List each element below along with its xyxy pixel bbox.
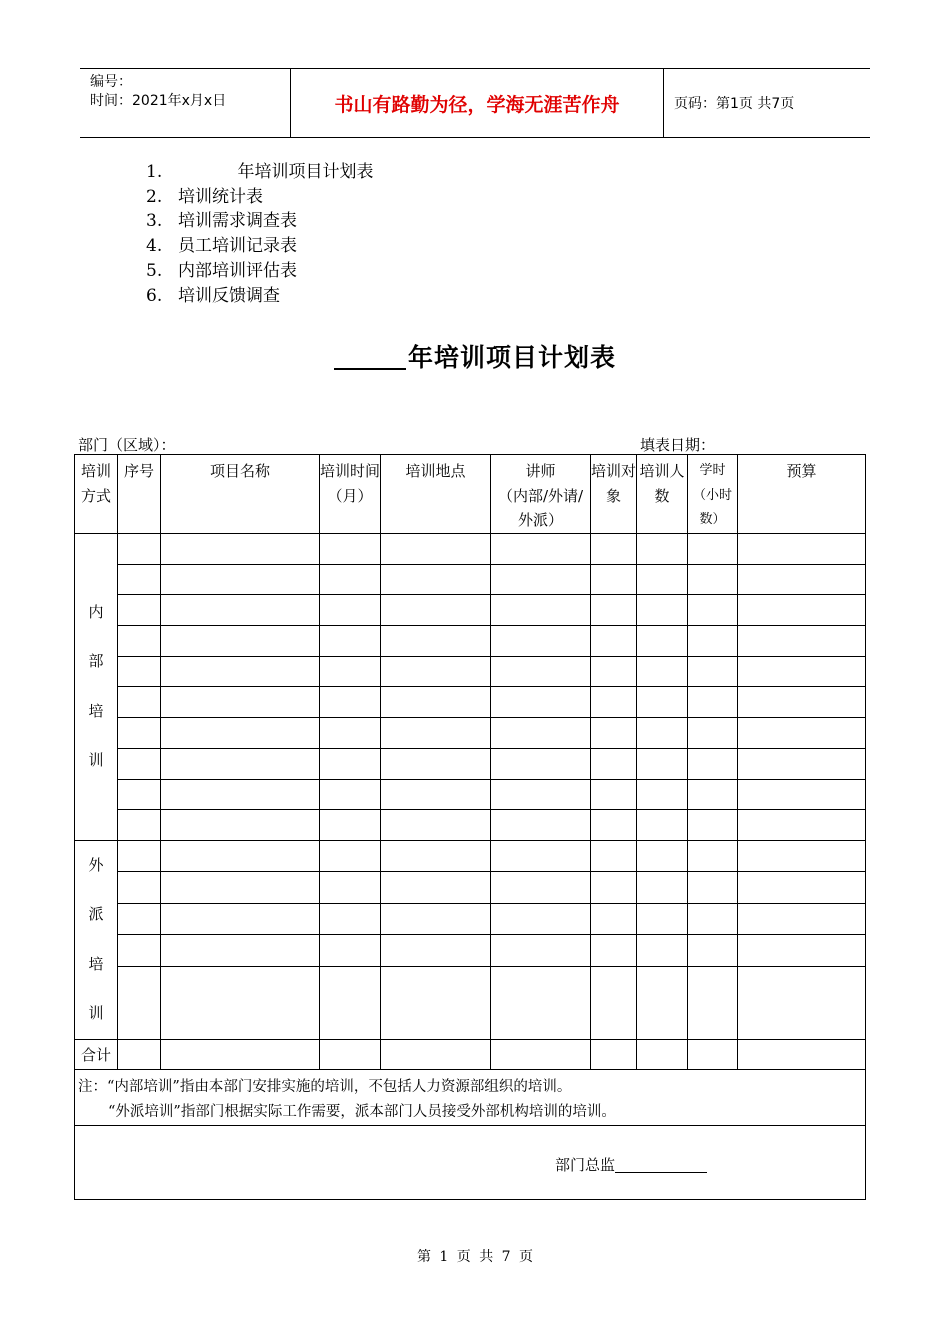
table-row [75,903,866,935]
date-line: 时间：2021年x月x日 [90,93,227,109]
header-method: 培训方式 [75,455,118,534]
header-place: 培训地点 [381,455,491,534]
table-note: 注：“内部培训”指由本部门安排实施的培训，不包括人力资源部组织的培训。 “外派培训”指部门根据实际工作需要，派本部门人员接受外部机构培训的培训。 [75,1069,866,1125]
total-label: 合计 [75,1039,118,1069]
year-blank [334,342,406,370]
header-time: 培训时间 （月） [320,455,381,534]
table-row [75,656,866,687]
table-row [75,779,866,810]
table-row [75,626,866,657]
toc-item: 4. 员工培训记录表 [146,236,297,257]
table-row [75,840,866,872]
toc-item: 6. 培训反馈调查 [146,285,280,306]
training-plan-table [74,454,866,1200]
page-title: 年培训项目计划表 [0,338,950,374]
header-budget: 预算 [738,455,866,534]
toc-item: 5. 内部培训评估表 [146,260,297,281]
header-target: 培训对象 [591,455,637,534]
page-info: 页码：第1页 共7页 [674,96,795,112]
table-row [75,748,866,779]
table-row [75,810,866,841]
signature-line[interactable] [615,1156,707,1173]
toc-item: 1. 年培训项目计划表 [146,162,374,182]
table-row [75,534,866,565]
table-row [75,966,866,1039]
table-row [75,872,866,904]
director-signature: 部门总监 [555,1154,707,1175]
code-label: 编号： [90,74,132,90]
table-row [75,595,866,626]
page-header [80,68,870,138]
motto: 书山有路勤为径，学海无涯苦作舟 [291,69,664,137]
note-row [75,1069,866,1125]
table-row [75,564,866,595]
dept-label: 部门（区域）： [78,436,176,454]
table-row [75,935,866,967]
internal-training-label: 内 部 培 训 [75,534,118,841]
total-row [75,1039,866,1069]
toc-item: 3. 培训需求调查表 [146,211,297,232]
header-count: 培训人数 [637,455,688,534]
header-name: 项目名称 [161,455,320,534]
page-footer: 第 1 页 共 7 页 [416,1249,534,1265]
table-header-row [75,455,866,534]
toc-list [146,160,373,308]
toc-item: 2. 培训统计表 [146,186,263,207]
table-row [75,687,866,718]
signature-row [75,1125,866,1199]
header-meta [80,69,291,137]
header-lecturer: 讲师 （内部/外请/外派） [491,455,591,534]
fill-date-label: 填表日期： [640,436,716,454]
header-seq: 序号 [118,455,161,534]
table-row [75,718,866,749]
header-hours: 学时 （小时数） [688,455,738,534]
external-training-label: 外 派 培 训 [75,840,118,1039]
signature-cell [75,1125,866,1199]
